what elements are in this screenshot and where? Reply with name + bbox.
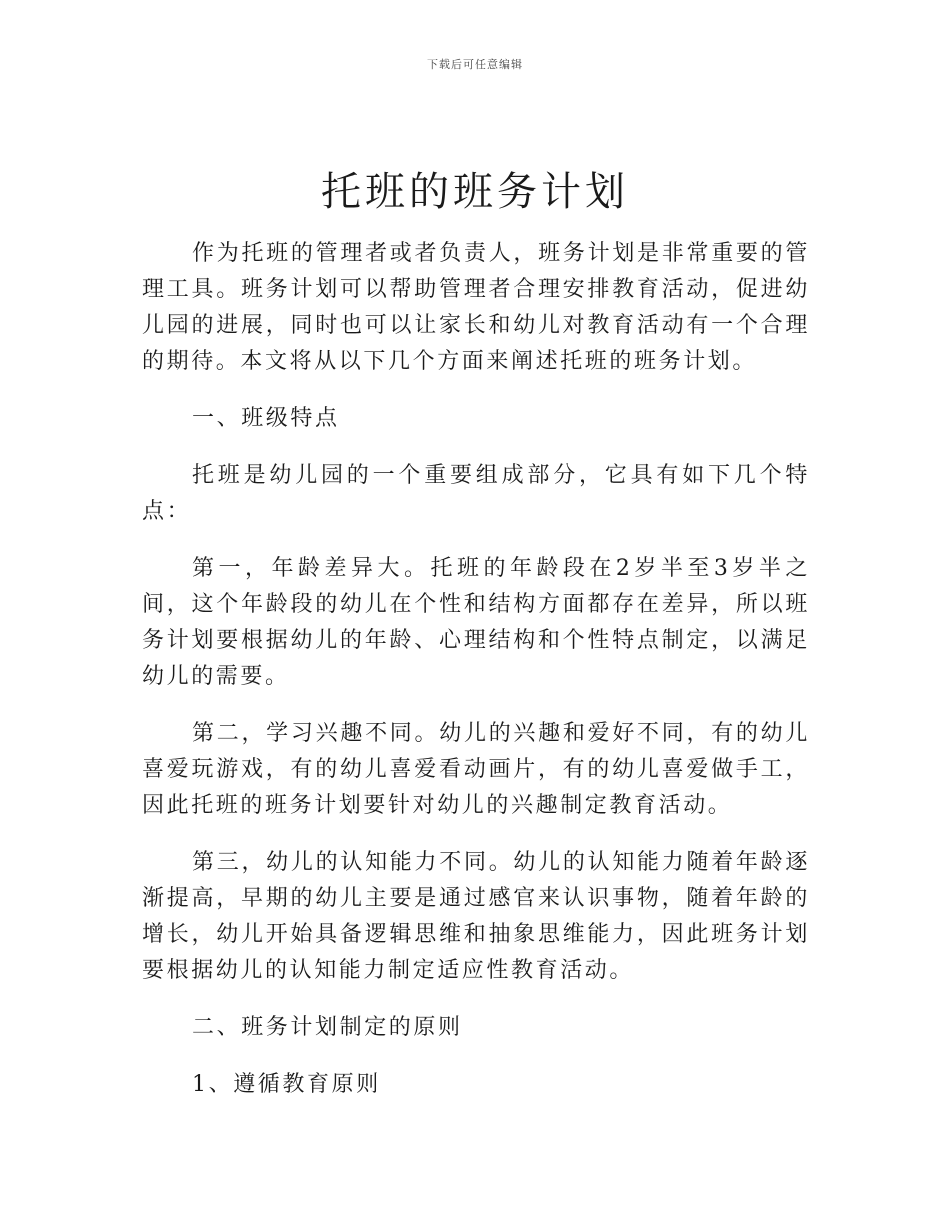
section-heading-class-features: 一、班级特点 [192,406,340,431]
feature-cognition-paragraph: 第三，幼儿的认知能力不同。幼儿的认知能力随着年龄逐渐提高，早期的幼儿主要是通过感官来认识事物，随着年龄的增长，幼儿开始具备逻辑思维和抽象思维能力，因此班务计划要根据幼儿的认知能力制定适应性教育活动。 [142,850,810,983]
intro-paragraph: 作为托班的管理者或者负责人，班务计划是非常重要的管理工具。班务计划可以帮助管理者合理安排教育活动，促进幼儿园的进展，同时也可以让家长和幼儿对教育活动有一个合理的期待。本文将从以下几个方面来阐述托班的班务计划。 [142,241,810,374]
subsection-heading-education-principle: 1、遵循教育原则 [192,1072,381,1097]
document-title: 托班的班务计划 [321,169,629,215]
section-heading-principles: 二、班务计划制定的原则 [192,1015,463,1040]
feature-interest-paragraph: 第二，学习兴趣不同。幼儿的兴趣和爱好不同，有的幼儿喜爱玩游戏，有的幼儿喜爱看动画片，有的幼儿喜爱做手工，因此托班的班务计划要针对幼儿的兴趣制定教育活动。 [142,721,810,818]
document-body [142,236,810,1124]
page-header-note: 下载后可任意编辑 [427,58,523,71]
features-intro-paragraph: 托班是幼儿园的一个重要组成部分，它具有如下几个特点： [142,463,810,524]
feature-age-paragraph: 第一，年龄差异大。托班的年龄段在2岁半至3岁半之间，这个年龄段的幼儿在个性和结构方面都存在差异，所以班务计划要根据幼儿的年龄、心理结构和个性特点制定，以满足幼儿的需要。 [142,556,810,689]
